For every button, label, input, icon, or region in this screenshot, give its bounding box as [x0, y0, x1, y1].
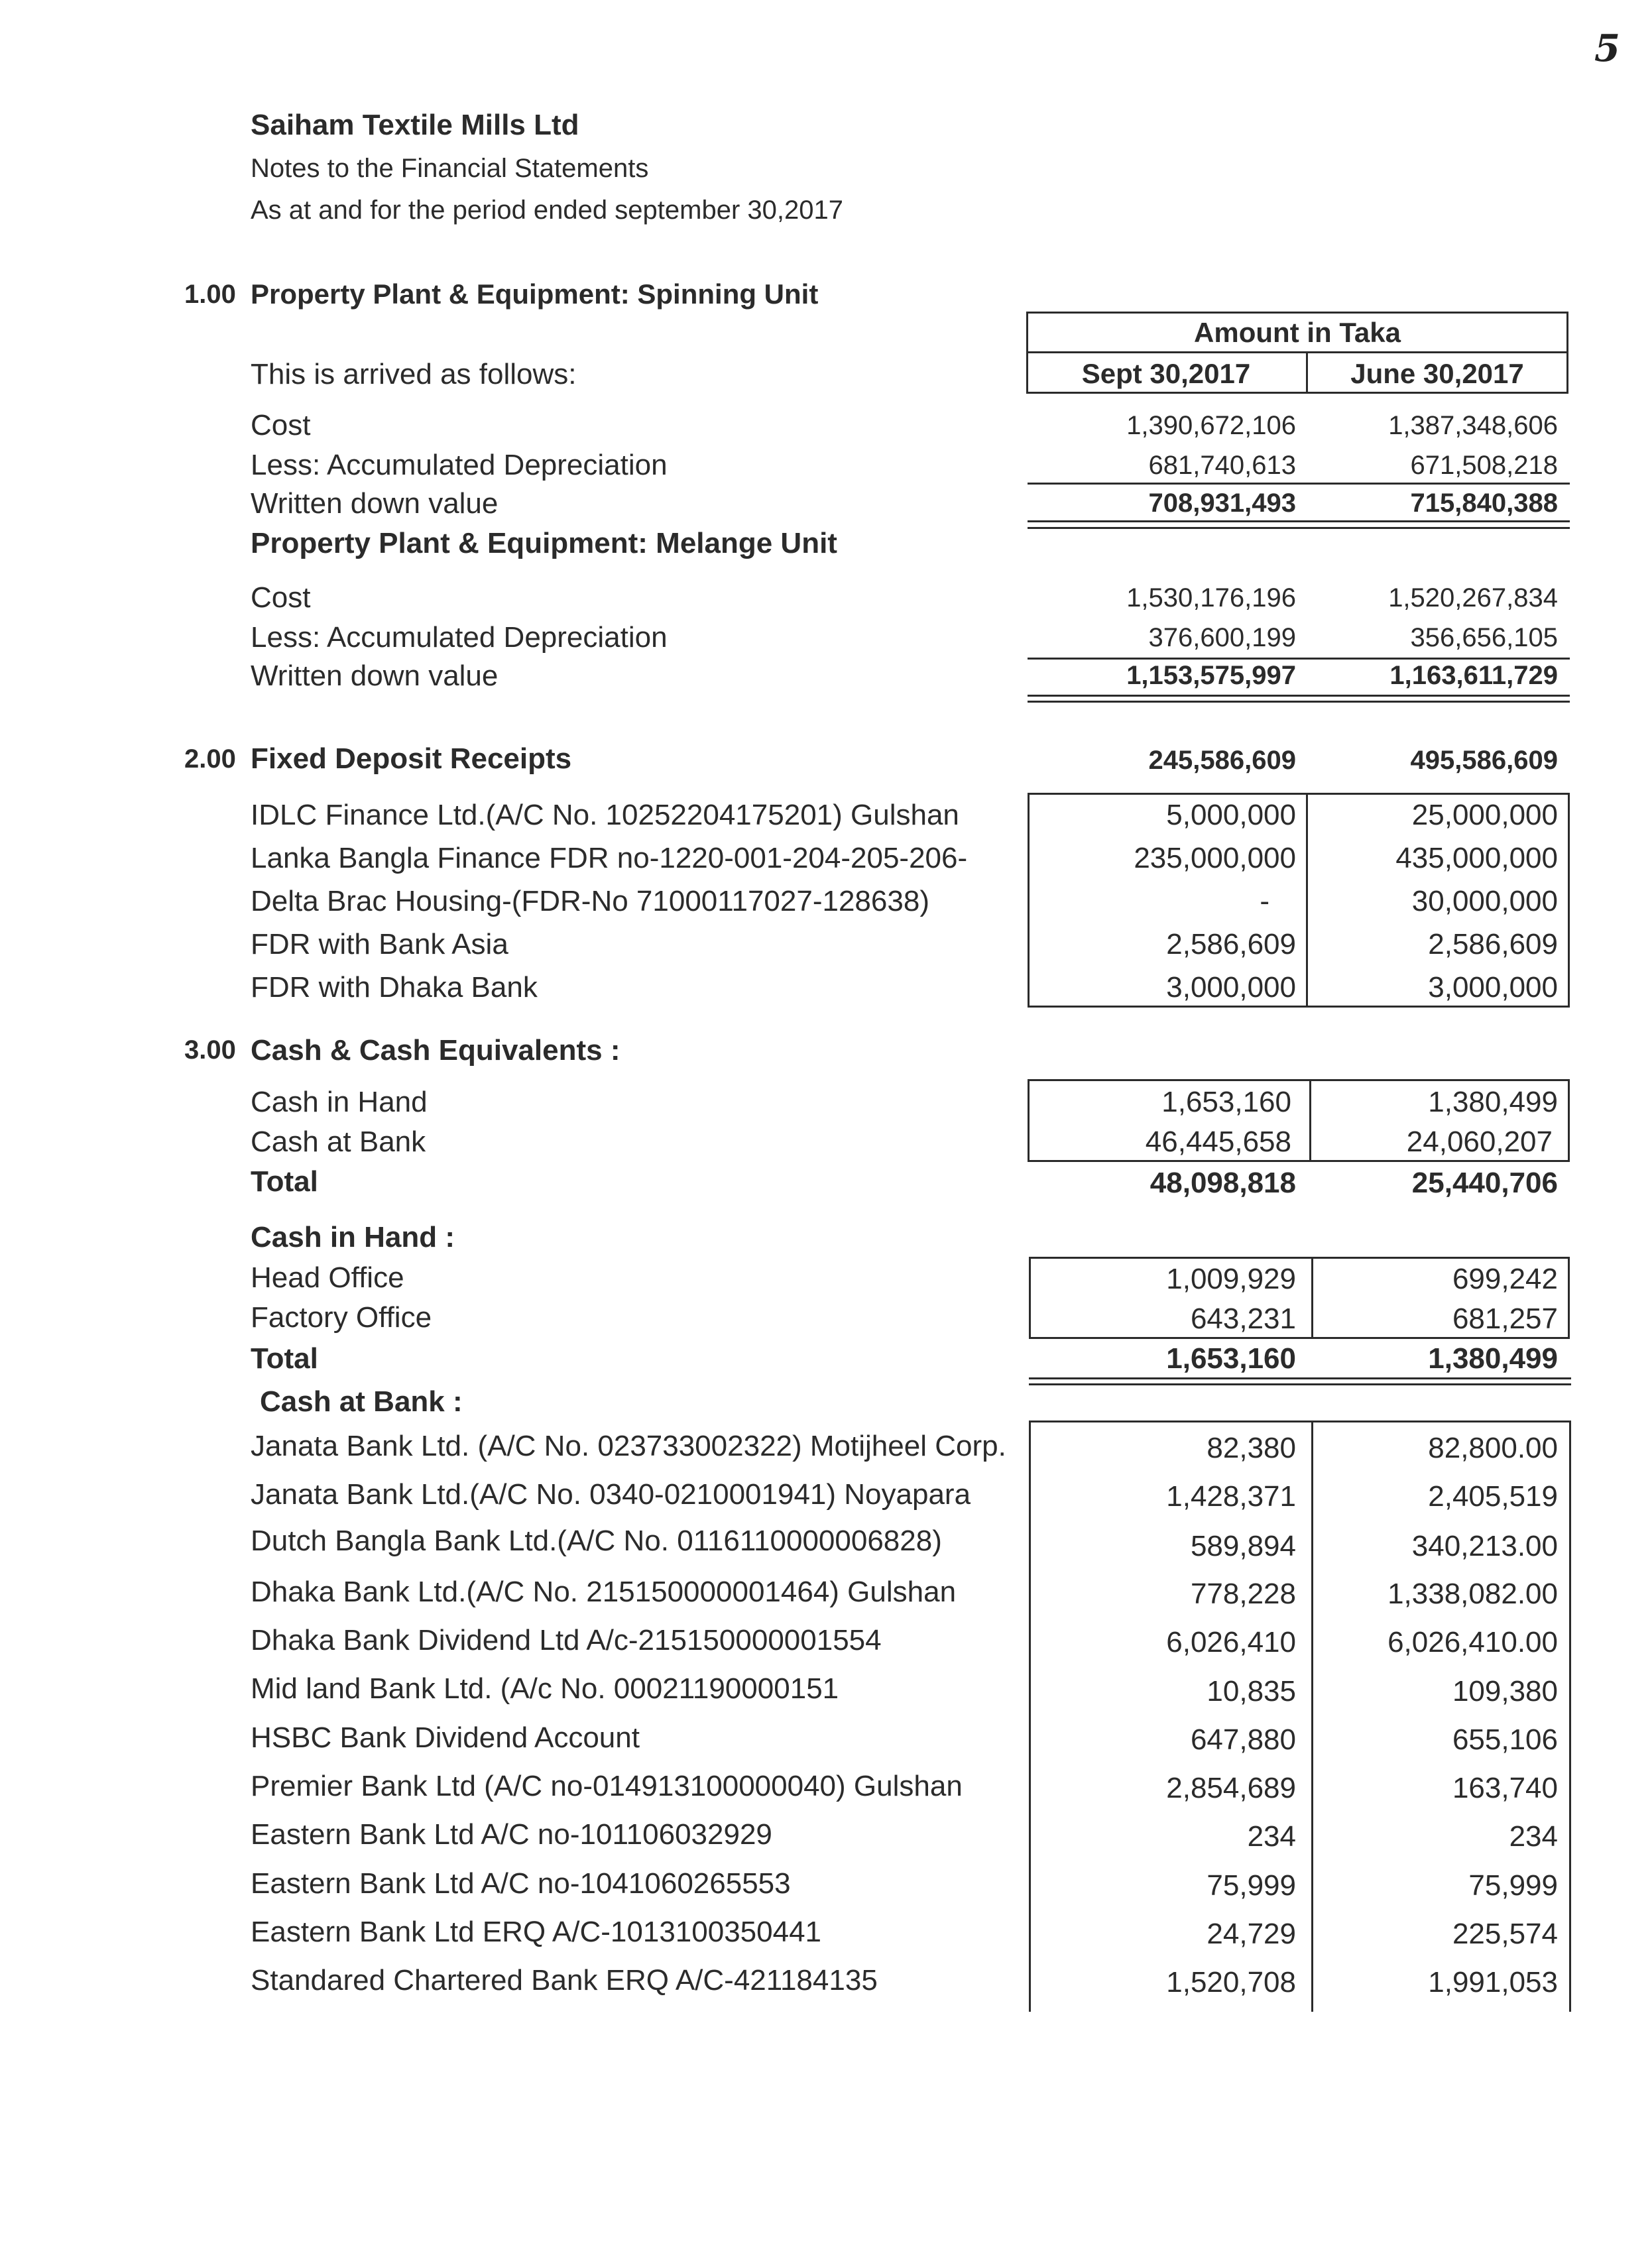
value-sept: 24,729 — [1207, 1918, 1296, 1950]
value-sept: 1,653,160 — [1161, 1086, 1291, 1118]
total-label: Total — [251, 1165, 318, 1198]
value-sept: 708,931,493 — [1148, 489, 1296, 518]
value-sept: 235,000,000 — [1134, 842, 1296, 874]
value-sept: 589,894 — [1190, 1530, 1296, 1562]
section-number: 3.00 — [184, 1035, 236, 1065]
value-sept: 6,026,410 — [1166, 1626, 1296, 1658]
page-number: 5 — [1594, 27, 1620, 70]
value-sept: 3,000,000 — [1166, 971, 1296, 1004]
row-label: Factory Office — [251, 1301, 432, 1334]
total-sept: 48,098,818 — [1150, 1167, 1296, 1199]
value-june: 1,387,348,606 — [1388, 411, 1558, 440]
row-label: Premier Bank Ltd (A/C no-014913100000040) Gulshan — [251, 1770, 963, 1802]
value-sept: 778,228 — [1190, 1578, 1296, 1610]
row-label: Dhaka Bank Dividend Ltd A/c-215150000001554 — [251, 1624, 882, 1656]
double-rule-top — [1028, 695, 1570, 697]
value-sept: 643,231 — [1190, 1303, 1296, 1335]
value-june: 2,405,519 — [1428, 1480, 1558, 1513]
value-sept: 647,880 — [1190, 1723, 1296, 1756]
value-june: 75,999 — [1468, 1869, 1558, 1902]
double-rule-bottom — [1029, 1383, 1571, 1385]
cash-in-hand-title: Cash in Hand : — [251, 1221, 455, 1253]
value-sept: 681,740,613 — [1148, 451, 1296, 480]
period-statement: As at and for the period ended september 30,2017 — [251, 196, 843, 225]
value-sept: 82,380 — [1207, 1432, 1296, 1464]
value-june: 24,060,207 — [1406, 1126, 1553, 1158]
row-label: Cash in Hand — [251, 1086, 428, 1118]
cash-at-bank-title: Cash at Bank : — [260, 1385, 463, 1418]
value-sept: 2,586,609 — [1166, 928, 1296, 960]
row-label: Cost — [251, 581, 311, 614]
row-label: HSBC Bank Dividend Account — [251, 1721, 640, 1754]
value-sept: 10,835 — [1207, 1675, 1296, 1708]
row-label: Dutch Bangla Bank Ltd.(A/C No. 0116110000006828) — [251, 1525, 942, 1557]
value-sept: 376,600,199 — [1148, 623, 1296, 652]
row-label: Head Office — [251, 1261, 404, 1294]
value-june: 340,213.00 — [1411, 1530, 1558, 1562]
value-june: 1,338,082.00 — [1387, 1578, 1558, 1610]
value-sept: 1,390,672,106 — [1126, 411, 1296, 440]
double-rule-bottom — [1028, 701, 1570, 703]
double-rule-top — [1028, 520, 1570, 522]
row-label: IDLC Finance Ltd.(A/C No. 10252204175201) Gulshan — [251, 799, 959, 831]
section-number: 1.00 — [184, 280, 236, 309]
row-label: Less: Accumulated Depreciation — [251, 621, 668, 654]
row-label: Eastern Bank Ltd ERQ A/C-1013100350441 — [251, 1916, 822, 1948]
double-rule-bottom — [1028, 527, 1570, 529]
column-header-june: June 30,2017 — [1350, 358, 1524, 389]
value-june: 681,257 — [1452, 1303, 1558, 1335]
row-label: Less: Accumulated Depreciation — [251, 449, 668, 481]
value-june: 82,800.00 — [1428, 1432, 1558, 1464]
fdr-total-june: 495,586,609 — [1410, 746, 1558, 775]
row-label: Cost — [251, 409, 311, 441]
value-june: 2,586,609 — [1428, 928, 1558, 960]
row-label: Eastern Bank Ltd A/C no-1041060265553 — [251, 1867, 791, 1900]
value-sept: 234 — [1247, 1820, 1296, 1853]
total-june: 1,380,499 — [1428, 1342, 1558, 1375]
row-label: FDR with Dhaka Bank — [251, 971, 538, 1004]
subtotal-rule — [1028, 483, 1570, 485]
value-june: 715,840,388 — [1410, 489, 1558, 518]
row-label: Delta Brac Housing-(FDR-No 71000117027-128638) — [251, 885, 929, 917]
value-june: 109,380 — [1452, 1675, 1558, 1708]
row-label: Written down value — [251, 487, 499, 520]
total-june: 25,440,706 — [1411, 1167, 1558, 1199]
value-sept: 5,000,000 — [1166, 799, 1296, 831]
value-june: 1,380,499 — [1428, 1086, 1558, 1118]
row-label: Mid land Bank Ltd. (A/c No. 00021190000151 — [251, 1672, 839, 1705]
row-label: Janata Bank Ltd.(A/C No. 0340-0210001941) Noyapara — [251, 1478, 971, 1511]
value-june: 3,000,000 — [1428, 971, 1558, 1004]
row-label: Dhaka Bank Ltd.(A/C No. 215150000001464) Gulshan — [251, 1576, 957, 1608]
value-june: 435,000,000 — [1395, 842, 1558, 874]
total-sept: 1,653,160 — [1166, 1342, 1296, 1375]
row-label: FDR with Bank Asia — [251, 928, 508, 960]
value-sept: 75,999 — [1207, 1869, 1296, 1902]
section-title-ppe-spinning: Property Plant & Equipment: Spinning Unit — [251, 278, 819, 310]
value-june: 356,656,105 — [1410, 623, 1558, 652]
value-june: 655,106 — [1452, 1723, 1558, 1756]
total-label: Total — [251, 1342, 318, 1375]
value-sept: 1,530,176,196 — [1126, 583, 1296, 612]
value-june: 1,520,267,834 — [1388, 583, 1558, 612]
value-june: 1,991,053 — [1428, 1966, 1558, 1999]
value-june: 671,508,218 — [1410, 451, 1558, 480]
subtotal-rule — [1028, 658, 1570, 660]
value-june: 225,574 — [1452, 1918, 1558, 1950]
value-june: 699,242 — [1452, 1263, 1558, 1295]
row-label: Eastern Bank Ltd A/C no-101106032929 — [251, 1818, 772, 1851]
value-june: 6,026,410.00 — [1387, 1626, 1558, 1658]
value-june: 25,000,000 — [1411, 799, 1558, 831]
section-title-ppe-melange: Property Plant & Equipment: Melange Unit — [251, 527, 837, 559]
column-header-sept: Sept 30,2017 — [1081, 358, 1251, 389]
intro-text: This is arrived as follows: — [251, 358, 577, 390]
header-divider — [1026, 351, 1568, 353]
value-sept: 1,009,929 — [1166, 1263, 1296, 1295]
value-sept: 2,854,689 — [1166, 1772, 1296, 1804]
row-label: Standared Chartered Bank ERQ A/C-421184135 — [251, 1964, 878, 1997]
section-title-cash: Cash & Cash Equivalents : — [251, 1034, 620, 1067]
value-june: 30,000,000 — [1411, 885, 1558, 917]
row-label: Cash at Bank — [251, 1126, 426, 1158]
value-sept: - — [1260, 885, 1269, 917]
row-label: Lanka Bangla Finance FDR no-1220-001-204-205-206- — [251, 842, 968, 874]
row-label: Janata Bank Ltd. (A/C No. 023733002322) Motijheel Corp. — [251, 1430, 1006, 1462]
value-june: 234 — [1509, 1820, 1558, 1853]
section-title-fdr: Fixed Deposit Receipts — [251, 742, 572, 775]
value-june: 1,163,611,729 — [1389, 661, 1558, 690]
row-label: Written down value — [251, 660, 499, 692]
fdr-total-sept: 245,586,609 — [1148, 746, 1296, 775]
value-sept: 1,520,708 — [1166, 1966, 1296, 1999]
double-rule-top — [1029, 1377, 1571, 1379]
document-subtitle: Notes to the Financial Statements — [251, 154, 649, 183]
company-name: Saiham Textile Mills Ltd — [251, 109, 579, 141]
amount-in-taka-header: Amount in Taka — [1194, 317, 1401, 348]
section-number: 2.00 — [184, 744, 236, 774]
value-sept: 46,445,658 — [1145, 1126, 1291, 1158]
value-sept: 1,428,371 — [1166, 1480, 1296, 1513]
value-sept: 1,153,575,997 — [1126, 661, 1296, 690]
value-june: 163,740 — [1452, 1772, 1558, 1804]
